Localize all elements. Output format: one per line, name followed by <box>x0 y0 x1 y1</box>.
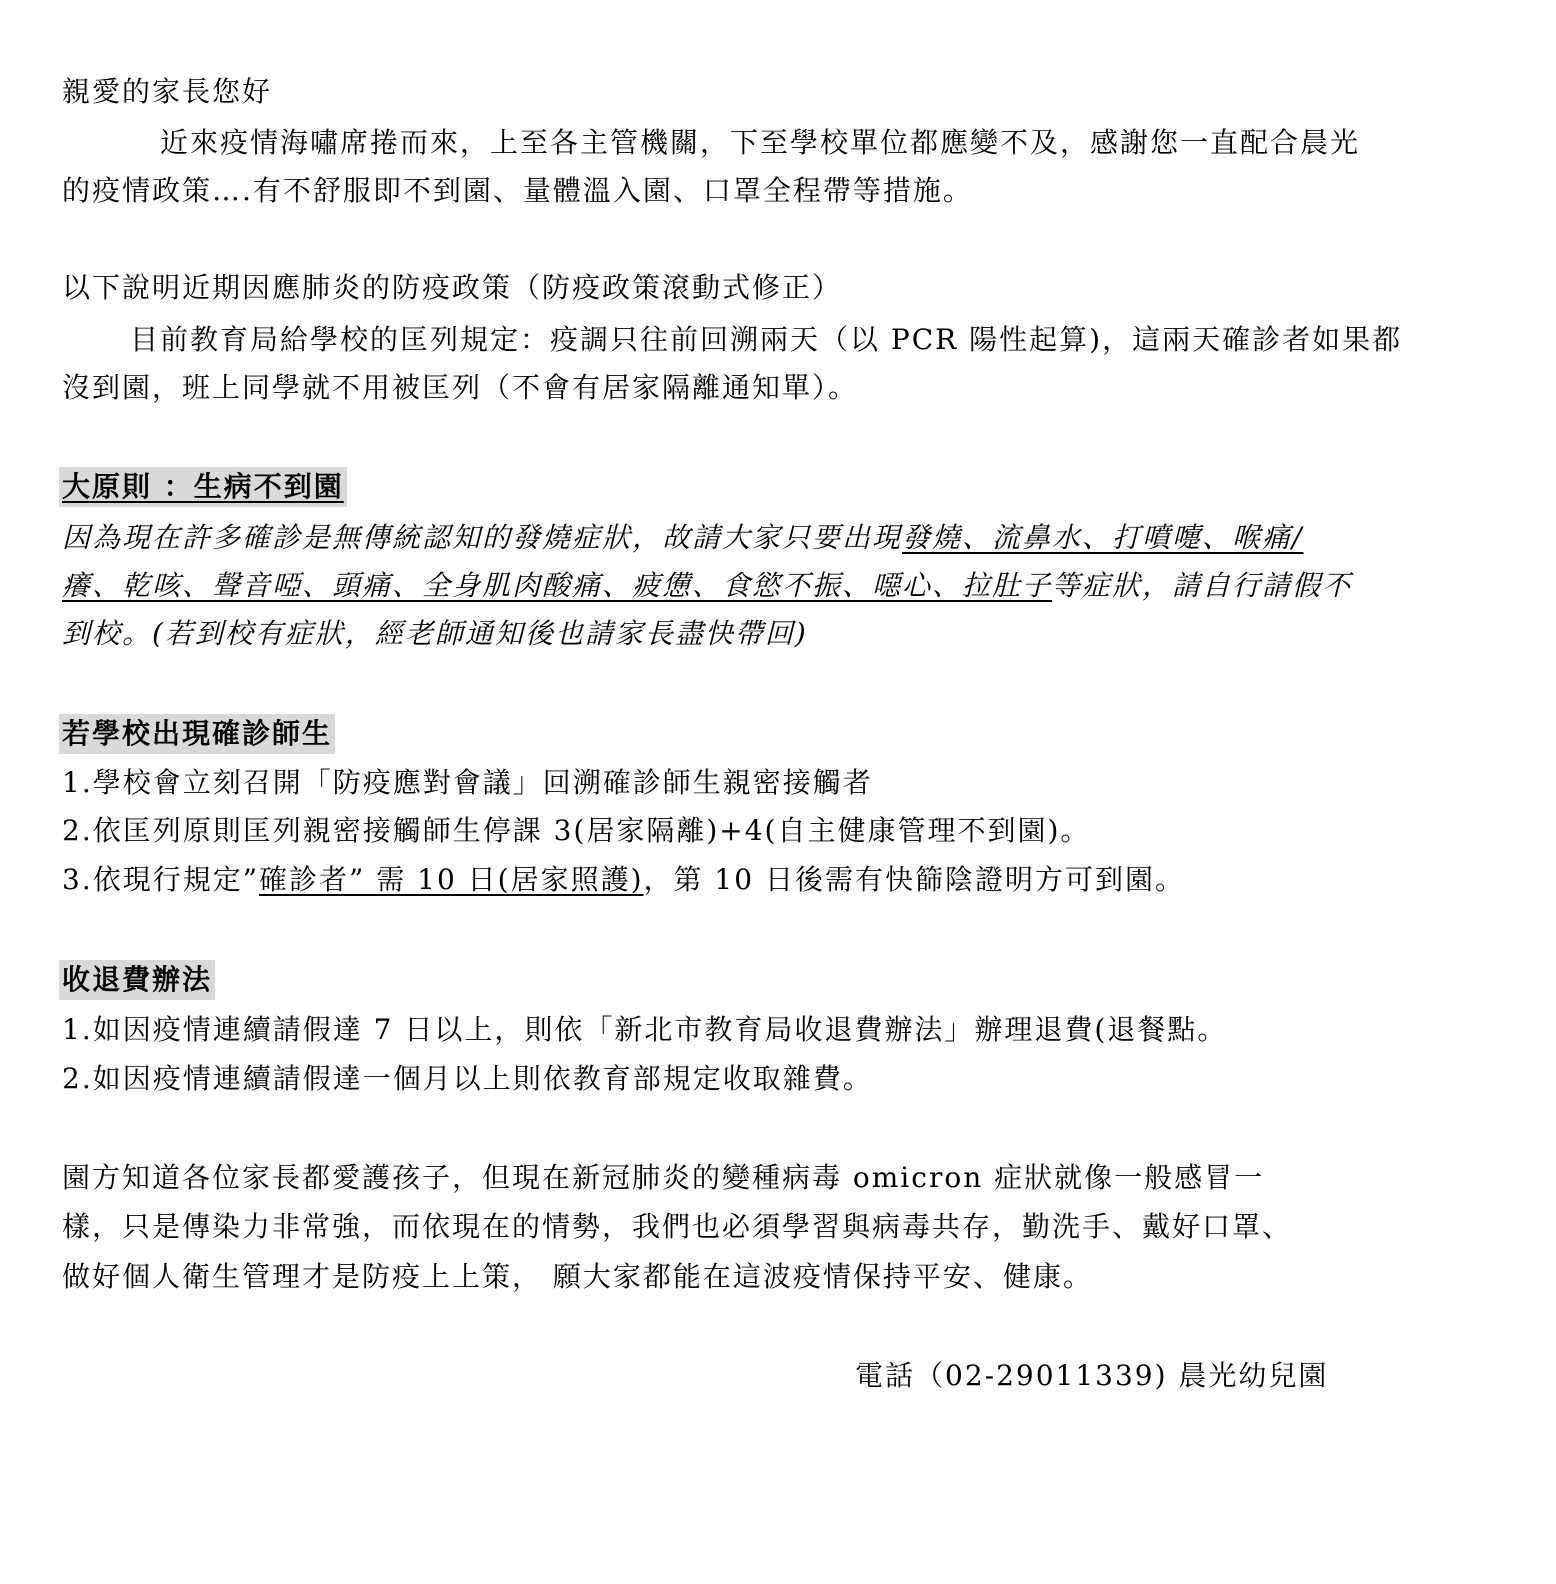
principle-line-1-text: 因為現在許多確診是無傳統認知的發燒症狀，故請大家只要出現 <box>62 521 903 554</box>
confirmed-item-3-prefix: 3.依現行規定” <box>62 863 260 896</box>
confirmed-item-3-suffix: ，第 10 日後需有快篩陰證明方可到園。 <box>643 863 1185 896</box>
refund-heading: 收退費辦法 <box>59 960 215 1000</box>
greeting: 親愛的家長您好 <box>62 75 273 108</box>
symptom-list-part-2: 癢、乾咳、聲音啞、頭痛、全身肌肉酸痛、疲憊、食慾不振、噁心、拉肚子 <box>62 569 1053 602</box>
confirmed-heading: 若學校出現確診師生 <box>59 714 335 754</box>
confirmed-item-1: 1.學校會立刻召開「防疫應對會議」回溯確診師生親密接觸者 <box>62 766 873 799</box>
refund-item-1: 1.如因疫情連續請假達 7 日以上，則依「新北市教育局收退費辦法」辦理退費(退餐點。 <box>62 1013 1228 1046</box>
intro-line-1: 近來疫情海嘯席捲而來，上至各主管機關，下至學校單位都應變不及，感謝您一直配合晨光 <box>160 126 1361 159</box>
policy-line-1: 目前教育局給學校的匡列規定：疫調只往前回溯兩天（以 PCR 陽性起算)，這兩天確診者如果都 <box>130 323 1403 356</box>
signature: 電話（02-29011339) 晨光幼兒園 <box>855 1359 1329 1392</box>
principle-heading-text: 大原則 ：生病不到園 <box>62 470 344 503</box>
refund-item-2: 2.如因疫情連續請假達一個月以上則依教育部規定收取雜費。 <box>62 1062 873 1095</box>
intro-line-2: 的疫情政策….有不舒服即不到園、量體溫入園、口罩全程帶等措施。 <box>62 174 973 207</box>
principle-line-2-text: 等症狀，請自行請假不 <box>1052 569 1353 602</box>
principle-heading <box>59 467 347 507</box>
principle-line-3: 到校。(若到校有症狀，經老師通知後也請家長盡快帶回) <box>62 617 808 650</box>
closing-line-1: 園方知道各位家長都愛護孩子，但現在新冠肺炎的變種病毒 omicron 症狀就像一般感冒一 <box>62 1161 1265 1194</box>
confirmed-item-2: 2.依匡列原則匡列親密接觸師生停課 3(居家隔離)+4(自主健康管理不到園)。 <box>62 814 1091 847</box>
policy-title: 以下說明近期因應肺炎的防疫政策（防疫政策滾動式修正） <box>62 271 843 304</box>
principle-line-1 <box>62 518 1303 558</box>
symptom-list-part-1: 發燒、流鼻水、打噴嚏、喉痛/ <box>902 521 1304 554</box>
confirmed-item-3 <box>62 860 1185 900</box>
confirmed-item-3-underlined: 確診者” 需 10 日(居家照護) <box>259 863 644 896</box>
closing-line-3: 做好個人衛生管理才是防疫上上策， 願大家都能在這波疫情保持平安、健康。 <box>62 1260 1093 1293</box>
policy-line-2: 沒到園，班上同學就不用被匡列（不會有居家隔離通知單）。 <box>62 371 859 404</box>
principle-line-2 <box>62 566 1352 606</box>
closing-line-2: 樣，只是傳染力非常強，而依現在的情勢，我們也必須學習與病毒共存，勤洗手、戴好口罩、 <box>62 1210 1293 1243</box>
